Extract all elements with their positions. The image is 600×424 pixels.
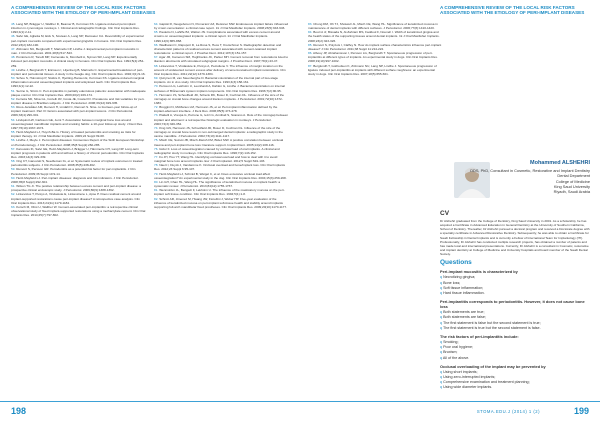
reference-number: 45. (11, 22, 16, 26)
reference-item (11, 205, 146, 217)
reference-number: 71. (154, 92, 159, 97)
reference-text: Broggini N, McManus LM, Hermann JS, et al. Peri-implant inflammation defined by the implant-abutment interface. J Dent Res. 2006;85(5):473-478. (154, 105, 278, 114)
option-text: Using wide diameter implants. (443, 385, 493, 390)
reference-item (11, 89, 146, 97)
reference-item (11, 34, 146, 46)
reference-text: Roos-Jansåker AM, Renvert H, Lindahl C, Renvert S. Nine- to fourteen-year follow-up of implant treatment. Part III: factors associated with peri-implant lesions. J Clin Periodontol. 2006;33(4):296-301. (11, 105, 137, 118)
reference-text: Fu JH, Hsu YT, Wang HL. Identifying occlusal overload and how to deal with it to avoid marginal bone loss around implants. Eur J Oral Implantol. 2012;5 Suppl:S91-103. (154, 155, 278, 164)
reference-number: 84. (308, 30, 313, 35)
option-bullet: q (440, 385, 443, 390)
footer-rule-right (300, 401, 600, 402)
reference-text: Heitz-Mayfield LJ. Peri-implant diseases: diagnosis and risk indicators. J Clin Periodontol. 2008;35(8 Suppl):292-304. (11, 175, 139, 184)
reference-item (154, 172, 289, 180)
author-affiliation-line: DDS, PhD, Consultant in Cosmetic, Restorative and Implant Dentistry (470, 168, 590, 173)
page-number-right: 199 (573, 406, 589, 416)
reference-text: Karoussis IK, Salvi GE, Heitz-Mayfield LJ, Brägger U, Hämmerle CH, Lang NP. Long-term implant prognosis in patients with and without a history of chronic periodontitis. Clin Oral Implants Res. 2003;14(3):329-339. (11, 146, 144, 159)
option-bullet: q (440, 340, 443, 345)
reference-number: 72. (154, 105, 159, 110)
reference-number: 58. (11, 159, 16, 164)
reference-text: Linkevicius T, Vindasiute E, Puisys A, Peciuliene V. The influence of margin location on the amount of undetected cement excess after delivery of cement-retained implant restorations. Clin Oral Implants Res. 2011;22(12):1379-1384. (154, 63, 286, 76)
reference-text: Lang NP, Brägger U, Walther D, Beamer B, Kornman KS. Ligature-induced peri-implant infection in cynomolgus monkeys. I. Clinical and radiographic findings. Clin Oral Implants Res. 1993;4(1):2-11. (11, 22, 140, 35)
question-title: Occlusal overloading of the implant may be prevented by (440, 363, 546, 369)
reference-number: 80. (154, 179, 159, 184)
option-bullet: q (440, 380, 443, 385)
option-bullet: q (440, 291, 443, 296)
option-bullet: q (440, 375, 443, 380)
reference-item (154, 126, 289, 138)
reference-item (154, 105, 289, 113)
reference-number: 87. (308, 63, 313, 68)
reference-text: Berglundh T, Gotfredsen K, Zitzmann NU, Lang NP, Lindhe J. Spontaneous progression of ligature induced peri-implantitis at implants with different surface roughness: an experimental study in dogs. Clin Oral Implants Res. 2007;18(5):655-661. (308, 63, 437, 76)
reference-item (308, 43, 443, 51)
reference-item (11, 55, 146, 67)
option-text: The first statement is false but the second statement is true; (443, 320, 541, 325)
reference-text: Serino G, Ström C. Peri-implantitis in partially edentulous patients: association with inadequate plaque control. Clin Oral Implants Res. 2009;20(2):169-174. (11, 88, 146, 97)
reference-text: Schou S, Holmstrup P, Stoltze K, Hjørting-Hansen E, Kornman KS. Ligature-induced marginal inflammation around osseointegrated implants and ankylosed teeth. Clin Oral Implants Res. 1993;4(1):12-22. (11, 76, 145, 89)
reference-text: Linkevicius T, Puisys A, Vindasiute E, Linkeviciene L, Apse P. Does residual cement around implant-supported restorations cause peri-implant disease? A retrospective case analysis. Clin Oral Implants Res. 2013;24(11):1179-1184. (11, 192, 141, 205)
questions-heading: Questions (440, 259, 472, 267)
footer-rule (0, 401, 300, 402)
reference-item (11, 118, 146, 130)
reference-number: 77. (154, 155, 159, 159)
reference-number: 79. (154, 171, 159, 176)
reference-text: Wennström JL, Bengazi F, Lekholm U. The influence of the masticatory mucosa on the peri-implant soft tissue condition. Clin Oral Implants Res. 1994;5(1):1-8. (154, 188, 285, 197)
reference-number: 60. (11, 175, 16, 180)
option-text: All of the above. (442, 355, 470, 360)
option-text: Using zero-interrupted implants; (443, 375, 496, 380)
reference-number: 49. (11, 67, 16, 72)
reference-item (154, 155, 289, 163)
reference-item (308, 30, 443, 42)
reference-item (11, 130, 146, 138)
references-column-1 (11, 22, 146, 402)
reference-item (154, 22, 289, 30)
references-column-2 (154, 22, 289, 402)
answer-option (440, 385, 592, 390)
reference-number: 70. (154, 84, 159, 89)
option-bullet: q (440, 315, 443, 320)
question-title: Peri-implant mucositis is characterized by (440, 269, 518, 275)
author-affiliation-line: College of Medicine (555, 178, 590, 184)
reference-number: 53. (11, 105, 16, 110)
reference-text: Gapski R, Neugeboren N, Pomeranz AZ, Reissner MW. Endosseous implant failure influenced by crown cementation: a clinical case report. Int J Oral Maxillofac Implants. 2008;23(5):943-946. (154, 22, 289, 31)
reference-item (308, 51, 443, 63)
option-bullet: q (440, 369, 443, 374)
reference-text: Lin GH, Chan HL, Wang HL. The significance of keratinized mucosa on implant health: a systematic review. J Periodontol. 2013;84(12):1755-1767. (154, 179, 281, 189)
reference-number: 50. (11, 76, 16, 81)
reference-number: 82. (154, 196, 159, 201)
reference-item (11, 147, 146, 159)
reference-item (154, 55, 289, 63)
reference-text: Persson LG, Lekholm U, Leonhardt A, Dahlén G, Lindhe J. Bacterial colonization on internal surfaces of Brånemark system implant components. Clin Oral Implants Res. 1996;7(2):90-95. (154, 84, 285, 93)
reference-number: 85. (308, 42, 313, 47)
option-bullet: q (440, 285, 443, 290)
reference-text: Zitzmann NU, Berglundh T, Marinello CP, Lindhe J. Experimental peri-implant mucositis in man. J Clin Periodontol. 2001;28(6):517-523. (11, 46, 139, 56)
reference-number: 52. (11, 96, 16, 101)
option-bullet: q (440, 325, 443, 330)
reference-number: 83. (308, 22, 313, 26)
option-text: Bone loss; (443, 280, 461, 285)
reference-text: Piattelli A, Vrespa G, Petrone G, Iezzi G, Annibali S, Scarano A. Role of the microgap between implant and abutment: a retrospective histologic evaluation in monkeys. J Periodontol. 2003;74(3):346-352. (154, 113, 289, 126)
reference-number: 48. (11, 55, 16, 60)
reference-number: 65. (154, 30, 159, 35)
reference-item (11, 138, 146, 146)
reference-number: 69. (154, 76, 159, 81)
reference-number: 46. (11, 34, 16, 39)
reference-item (11, 105, 146, 117)
reference-item (154, 138, 289, 146)
running-head-right: A COMPREHENSIVE REVIEW OF THE LOCAL RISK FACTORS ASSOCIATED WITH THE ETIOLOGY OF PERI-IMPLANT DISEASES (440, 5, 585, 16)
reference-number: 86. (308, 51, 313, 56)
reference-item (154, 113, 289, 125)
reference-number: 64. (154, 22, 159, 26)
author-affiliation-line: Dental Department (557, 173, 590, 179)
reference-item (154, 93, 289, 105)
option-bullet: q (440, 350, 443, 355)
option-text: The first statement is true but the second statement is false. (443, 325, 541, 330)
questions-list (440, 269, 592, 390)
right-page (300, 0, 600, 424)
author-info (440, 160, 592, 204)
reference-text: Bouri A Jr, Bissada N, Al-Zahrani MS, Faddoul F, Nouneh I. Width of keratinized gingiva and the health status of the supporting tissues around dental implants. Int J Oral Maxillofac Implants. 2008;23(2):323-326. (308, 30, 440, 43)
option-text: Comprehensive examination and treatment planning; (443, 380, 530, 385)
answer-option (440, 356, 592, 361)
author-affiliation-line: King Saud University (553, 183, 590, 189)
reference-item (154, 76, 289, 84)
reference-item (11, 22, 146, 34)
option-bullet: q (440, 275, 443, 280)
reference-item (11, 97, 146, 105)
option-text: Hard tissue inflammation. (443, 291, 485, 296)
reference-item (308, 64, 443, 76)
reference-text: Ong CT, Ivanovski S, Needleman IG, et al. Systematic review of implant outcomes in treated periodontitis subjects. J Clin Periodontol. 2008;35(5):438-462. (11, 159, 143, 168)
reference-item (154, 180, 289, 188)
reference-text: King GN, Hermann JS, Schoolfield JD, Buser D, Cochran DL. Influence of the size of the microgap on crestal bone levels in non-submerged dental implants: a radiographic study in the canine mandible. J Periodontol. 2002;73(10):1111-1117. (154, 125, 283, 139)
question-title: The risk factors of peri-implantitis include: (440, 334, 519, 340)
option-bullet: q (440, 280, 443, 285)
option-text: Both statements are false; (443, 315, 486, 320)
reference-text: Quirynen M, van Steenberghe D. Bacterial colonization of the internal part of two-stage implants. An in vivo study. Clin Oral Implants Res. 1993;4(3):158-161. (154, 76, 279, 85)
reference-number: 76. (154, 146, 159, 151)
option-text: Using short implants; (443, 369, 478, 374)
reference-number: 54. (11, 117, 16, 122)
reference-number: 56. (11, 138, 16, 143)
reference-item (154, 163, 289, 171)
reference-text: Renvert S, Polyzois I, Claffey N. How do implant surface characteristics influence peri-implant disease? J Clin Periodontol. 2011;38 Suppl 11:214-222. (308, 42, 442, 51)
reference-text: Ferreira SD, Silva GL, Cortelli JR, Costa JE, Costa FO. Prevalence and risk variables for peri-implant disease in Brazilian subjects. J Clin Periodontol. 2006;33(12):929-935. (11, 96, 145, 105)
reference-item (154, 147, 289, 155)
reference-number: 67. (154, 55, 159, 60)
reference-number: 74. (154, 125, 159, 130)
reference-number: 51. (11, 88, 16, 93)
option-text: Soft tissue inflammation; (443, 285, 484, 290)
reference-text: Pontoriero R, Tonelli MP, Carnevale G, Mombelli A, Nyman SR, Lang NP. Experimentally induced peri-implant mucositis. A clinical study in humans. Clin Oral Implants Res. 1994;5(4):254-259. (11, 55, 145, 68)
cv-and-questions (440, 210, 592, 391)
reference-text: Lindhe J, Meyle J. Peri-implant diseases: Consensus Report of the Sixth European Workshop on Periodontology. J Clin Periodontol. 2008;35(8 Suppl):282-285. (11, 138, 145, 147)
option-text: Poor oral hygiene; (443, 345, 474, 350)
reference-item (154, 64, 289, 76)
reference-item (11, 176, 146, 184)
running-head-left: A COMPREHENSIVE REVIEW OF THE LOCAL RISK FACTORS ASSOCIATED WITH THE ETIOLOGY OF PERI-IMPLANT DISEASES (11, 5, 156, 16)
references-column-3 (308, 22, 443, 160)
reference-number: 62. (11, 192, 16, 197)
reference-item (11, 68, 146, 76)
reference-number: 59. (11, 167, 16, 172)
option-text: Both statements are true; (443, 310, 485, 315)
reference-number: 81. (154, 188, 159, 193)
reference-text: Wadhwani C, Rapoport D, La Rosa S, Hess T, Kretschmar S. Radiographic detection and characteristic patterns of residual excess cement associated with cement-retained implant restorations: a clinical report. J Prosthet Dent. 2012;107(3):151-157. (154, 42, 282, 56)
reference-number: 73. (154, 113, 159, 118)
option-bullet: q (440, 355, 443, 360)
reference-item (11, 47, 146, 55)
reference-text: Agar JR, Cameron SM, Hughbanks JC, Parker MH. Cement removal from restorations luted to titanium abutments with simulated subgingival margins. J Prosthet Dent. 1997;78(1):43-47. (154, 55, 289, 64)
author-name: Mohammed ALSHEHRI (530, 160, 590, 166)
reference-number: 68. (154, 63, 159, 68)
reference-number: 75. (154, 138, 159, 143)
reference-item (154, 188, 289, 196)
reference-text: Hermann JS, Schoolfield JD, Schenk RK, Buser D, Cochran DL. Influence of the size of the microgap on crestal bone changes around titanium implants. J Periodontol. 2001;72(10):1372-1383. (154, 92, 285, 105)
reference-text: Pauletto N, Lahiffe BJ, Walton JN. Complications associated with excess cement around crowns on osseointegrated implants: a clinical report. Int J Oral Maxillofac Implants. 1999;14(6):865-868. (154, 30, 281, 43)
answer-option (440, 291, 592, 296)
reference-number: 55. (11, 130, 16, 135)
reference-item (11, 167, 146, 175)
reference-text: Wilson TG Jr. The positive relationship between excess cement and peri-implant disease: a prospective clinical endoscopic study. J Periodontol. 2009;80(9):1388-1392. (11, 184, 141, 193)
reference-text: Schrott AR, Jimenez M, Hwang JW, Fiorellini J, Weber HP. Five-year evaluation of the influence of keratinized mucosa on peri-implant soft-tissue health and stability around implants supporting full-arch mandibular fixed prostheses. Clin Oral Implants Res. 2009;20(10):1170-1177. (154, 196, 287, 209)
reference-number: 57. (11, 146, 16, 151)
option-text: Necrotizing gingiva; (443, 275, 476, 280)
reference-item (154, 30, 289, 42)
reference-number: 63. (11, 204, 16, 209)
reference-item (11, 76, 146, 88)
reference-item (11, 159, 146, 167)
reference-text: Renvert S, Persson GR. Periodontitis as a potential risk factor for peri-implantitis. J Clin Periodontol. 2009;36 Suppl 10:9-14. (11, 167, 136, 176)
reference-text: Heitz-Mayfield LJ, Schmid B, Weigel C, et al. Does excessive occlusal load affect osseointegration? An experimental study in the dog. Clin Oral Implants Res. 2004;15(3):259-268. (154, 171, 287, 180)
reference-text: Isidor F. Loss of osseointegration caused by occlusal load of oral implants. A clinical and radiographic study in monkeys. Clin Oral Implants Res. 1996;7(2):143-152. (154, 146, 280, 155)
reference-number: 61. (11, 184, 16, 189)
reference-text: Lindquist LW, Carlsson GE, Jemt T. Association between marginal bone loss around osseointegrated mandibular implants and smoking habits: a 10-year follow-up study. J Dent Res. 1997;76(10):1667-1674. (11, 117, 144, 130)
answer-option (440, 326, 592, 331)
reference-number: 47. (11, 46, 16, 51)
reference-text: Albouy JP, Abrahamsson I, Persson LG, Berglundh T. Spontaneous progression of peri-implantitis at different types of implants. An experimental study in dogs. Clin Oral Implants Res. 2008;19(10):997-1002. (308, 51, 438, 64)
reference-item (308, 22, 443, 30)
reference-item (11, 184, 146, 192)
option-text: Smoking; (443, 340, 459, 345)
page-number-left: 198 (11, 406, 27, 416)
author-affiliation-line: Riyadh, Saudi Arabia (553, 189, 590, 195)
option-bullet: q (440, 345, 443, 350)
reference-text: Salvi GE, Aglietta M, Eick S, Sculean A, Lang NP, Ramseier CA. Reversibility of experimental peri-implant mucositis compared with experimental gingivitis in humans. Clin Oral Implants Res. 2012;23(2):182-190. (11, 34, 144, 47)
question-title: Peri-implantitis corresponds to periodontitis. However, it does not cause bone loss (440, 299, 585, 310)
author-affiliation (470, 168, 590, 194)
reference-item (11, 192, 146, 204)
option-text: Bruxism; (443, 350, 458, 355)
journal-citation: STOMA.EDU.J (2014) 1 (2) (476, 409, 540, 414)
cv-text: Dr Alshehri graduated from the College of Dentistry, King Saud University in 2001. As a scholarship, he has acquired a Certificate in Advanced Education in General Dentistry at the University of Southern California, School of Dentistry. Thereafter, Dr Alshehri pursued a doctoral program and received a Doctorate degree with a specialty certificate in Advanced Restorative Dentistry. Subsequently, he was able to obtain a Certificate for Saudi Fellowship in Dental Implants and is currently a Fellow of International Team for Implantology (ITI). Professionally, Dr Alshehri has conducted multiple research projects, has obtained a number of patents and has made local and international presentations. Currently, Dr Alshehri is a consultant in Cosmetic, restorative and implant dentistry at College of Medicine and University hospitals and board member of the Saudi Dental Society. (440, 219, 590, 257)
reference-text: Heitz-Mayfield LJ, Huynh-Ba G. History of treated periodontitis and smoking as risks for implant therapy. Int J Oral Maxillofac Implants. 2009;24 Suppl:39-68. (11, 130, 136, 139)
reference-text: Naert I, Duyck J, Vandamme K. Occlusal overload and bone/implant loss. Clin Oral Implants Res. 2012;23 Suppl 6:95-107. (154, 163, 285, 172)
reference-text: Misch CE, Suzuki JB, Misch-Dietsh FM, Bidez MW. A positive correlation between occlusal trauma and peri-implant bone loss: literature support. Implant Dent. 2005;14(2):108-116. (154, 138, 284, 147)
reference-item (154, 84, 289, 92)
cv-heading: CV (440, 210, 450, 217)
option-bullet: q (440, 310, 443, 315)
reference-number: 78. (154, 163, 159, 168)
reference-text: Chung DM, Oh TJ, Shotwell JL, Misch CE, Wang HL. Significance of keratinized mucosa in maintenance of dental implants with different surfaces. J Periodontol. 2006;77(8):1410-1420. (308, 22, 438, 31)
reference-number: 66. (154, 42, 159, 47)
reference-item (154, 197, 289, 209)
option-bullet: q (440, 320, 443, 325)
reference-item (154, 43, 289, 55)
reference-text: Lindhe J, Berglundh T, Ericsson I, Liljenberg B, Marinello C. Experimental breakdown of peri-implant and periodontal tissues. A study in the beagle dog. Clin Oral Implants Res. 1992;3(1):9-16. (11, 67, 146, 76)
reference-text: Korsch M, Obst U, Walther W. Cement-associated peri-implantitis: a retrospective clinical observational study of fixed implant-supported restorations using a methacrylate cement. Clin Oral Implants Res. 2014;25(7):797-802. (11, 204, 146, 218)
